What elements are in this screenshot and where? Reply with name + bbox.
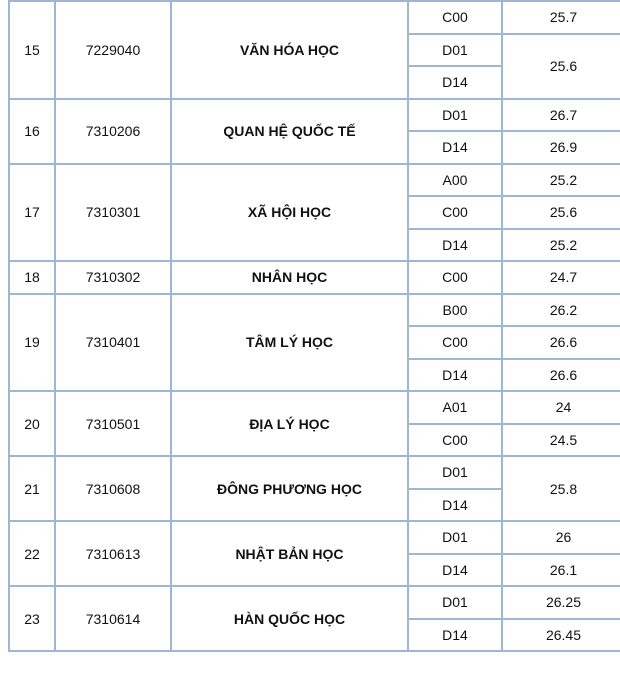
major-cell: ĐỊA LÝ HỌC	[171, 391, 408, 456]
block-cell: D14	[408, 554, 502, 587]
block-cell: D01	[408, 99, 502, 132]
block-cell: A00	[408, 164, 502, 197]
major-cell: XÃ HỘI HỌC	[171, 164, 408, 262]
score-cell: 26.2	[502, 294, 620, 327]
block-cell: B00	[408, 294, 502, 327]
major-cell: QUAN HỆ QUỐC TẾ	[171, 99, 408, 164]
code-cell: 7310614	[55, 586, 171, 651]
major-cell: NHÂN HỌC	[171, 261, 408, 294]
block-cell: C00	[408, 1, 502, 34]
block-cell: D14	[408, 359, 502, 392]
block-cell: D14	[408, 489, 502, 522]
block-cell: D01	[408, 586, 502, 619]
table-row	[9, 391, 620, 424]
score-cell: 25.2	[502, 164, 620, 197]
score-cell: 25.7	[502, 1, 620, 34]
block-cell: D14	[408, 619, 502, 652]
score-cell: 26	[502, 521, 620, 554]
code-cell: 7310613	[55, 521, 171, 586]
score-cell: 26.1	[502, 554, 620, 587]
stt-cell: 19	[9, 294, 55, 392]
block-cell: D14	[408, 66, 502, 99]
block-cell: D01	[408, 456, 502, 489]
block-cell: C00	[408, 326, 502, 359]
major-cell: TÂM LÝ HỌC	[171, 294, 408, 392]
stt-cell: 18	[9, 261, 55, 294]
code-cell: 7229040	[55, 1, 171, 99]
table-row	[9, 586, 620, 619]
major-cell: NHẬT BẢN HỌC	[171, 521, 408, 586]
stt-cell: 17	[9, 164, 55, 262]
block-cell: D14	[408, 229, 502, 262]
code-cell: 7310302	[55, 261, 171, 294]
score-cell: 25.8	[502, 456, 620, 521]
code-cell: 7310608	[55, 456, 171, 521]
admission-scores-table	[8, 0, 620, 652]
score-cell: 26.7	[502, 99, 620, 132]
score-cell: 26.6	[502, 359, 620, 392]
code-cell: 7310206	[55, 99, 171, 164]
code-cell: 7310301	[55, 164, 171, 262]
score-cell: 26.25	[502, 586, 620, 619]
stt-cell: 15	[9, 1, 55, 99]
table-row	[9, 294, 620, 327]
code-cell: 7310501	[55, 391, 171, 456]
block-cell: A01	[408, 391, 502, 424]
score-cell: 24.5	[502, 424, 620, 457]
stt-cell: 23	[9, 586, 55, 651]
score-cell: 26.9	[502, 131, 620, 164]
score-cell: 24	[502, 391, 620, 424]
major-cell: HÀN QUỐC HỌC	[171, 586, 408, 651]
stt-cell: 20	[9, 391, 55, 456]
score-cell: 26.45	[502, 619, 620, 652]
table-row	[9, 261, 620, 294]
block-cell: C00	[408, 196, 502, 229]
score-cell: 25.6	[502, 34, 620, 99]
stt-cell: 16	[9, 99, 55, 164]
score-cell: 25.6	[502, 196, 620, 229]
table-row	[9, 164, 620, 197]
score-cell: 24.7	[502, 261, 620, 294]
block-cell: D01	[408, 34, 502, 67]
table-row	[9, 456, 620, 489]
block-cell: D14	[408, 131, 502, 164]
major-cell: VĂN HÓA HỌC	[171, 1, 408, 99]
score-cell: 25.2	[502, 229, 620, 262]
stt-cell: 21	[9, 456, 55, 521]
table-row	[9, 99, 620, 132]
major-cell: ĐÔNG PHƯƠNG HỌC	[171, 456, 408, 521]
block-cell: C00	[408, 424, 502, 457]
table-row	[9, 521, 620, 554]
table-row	[9, 1, 620, 34]
stt-cell: 22	[9, 521, 55, 586]
block-cell: C00	[408, 261, 502, 294]
block-cell: D01	[408, 521, 502, 554]
code-cell: 7310401	[55, 294, 171, 392]
score-cell: 26.6	[502, 326, 620, 359]
